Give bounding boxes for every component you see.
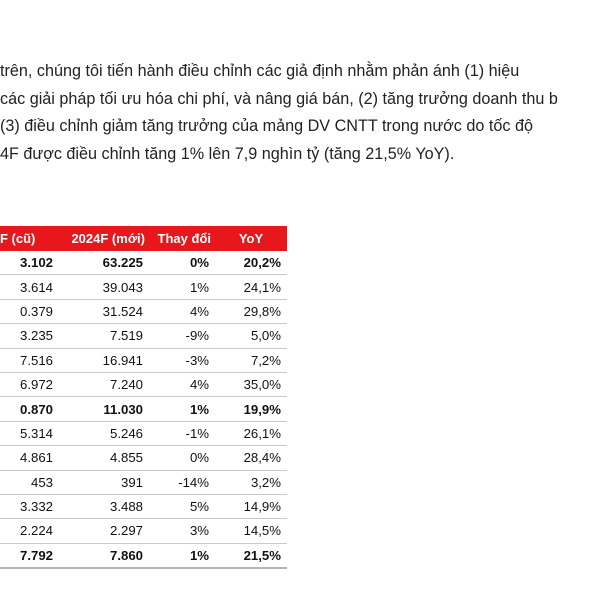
cell-new-value: 3.488 <box>63 494 149 518</box>
cell-change: -1% <box>149 421 215 445</box>
cell-change: 0% <box>149 446 215 470</box>
cell-new-value: 7.240 <box>63 372 149 396</box>
paragraph-line: (3) điều chỉnh giảm tăng trưởng của mảng DV CNTT trong nước do tốc độ <box>0 117 533 135</box>
cell-old-value: 5.314 <box>0 421 63 445</box>
cell-old-value: 7.516 <box>0 348 63 372</box>
cell-new-value: 31.524 <box>63 299 149 323</box>
cell-change: 3% <box>149 519 215 543</box>
table-row <box>0 543 287 568</box>
table-row <box>0 494 287 518</box>
cell-old-value: 7.792 <box>0 543 63 568</box>
cell-change: 0% <box>149 251 215 275</box>
paragraph-line: các giải pháp tối ưu hóa chi phí, và nâng giá bán, (2) tăng trưởng doanh thu b <box>0 89 558 108</box>
cell-yoy: 29,8% <box>215 299 287 323</box>
cell-new-value: 63.225 <box>63 251 149 275</box>
cell-change: 4% <box>149 372 215 396</box>
cell-yoy: 28,4% <box>215 446 287 470</box>
table-row <box>0 251 287 275</box>
cell-change: 4% <box>149 299 215 323</box>
table-body <box>0 251 287 568</box>
table-row <box>0 519 287 543</box>
cell-change: 1% <box>149 397 215 421</box>
cell-new-value: 16.941 <box>63 348 149 372</box>
cell-yoy: 26,1% <box>215 421 287 445</box>
cell-yoy: 24,1% <box>215 275 287 299</box>
cell-yoy: 14,9% <box>215 494 287 518</box>
cell-old-value: 453 <box>0 470 63 494</box>
cell-yoy: 3,2% <box>215 470 287 494</box>
paragraph-line: trên, chúng tôi tiến hành điều chỉnh các giả định nhằm phản ánh (1) hiệu <box>0 62 520 80</box>
cell-old-value: 6.972 <box>0 372 63 396</box>
cell-old-value: 3.235 <box>0 324 63 348</box>
cell-old-value: 3.102 <box>0 251 63 275</box>
paragraph-line: 4F được điều chỉnh tăng 1% lên 7,9 nghìn tỷ (tăng 21,5% YoY). <box>0 144 455 163</box>
table-row <box>0 397 287 421</box>
cell-new-value: 2.297 <box>63 519 149 543</box>
cell-change: 1% <box>149 543 215 568</box>
table-row <box>0 372 287 396</box>
cell-yoy: 20,2% <box>215 251 287 275</box>
cell-yoy: 5,0% <box>215 324 287 348</box>
cell-change: 1% <box>149 275 215 299</box>
cell-new-value: 391 <box>63 470 149 494</box>
cell-change: -3% <box>149 348 215 372</box>
column-header-yoy: YoY <box>215 226 287 251</box>
cell-old-value: 3.332 <box>0 494 63 518</box>
cell-yoy: 35,0% <box>215 372 287 396</box>
cell-yoy: 14,5% <box>215 519 287 543</box>
cell-change: 5% <box>149 494 215 518</box>
cell-old-value: 0.870 <box>0 397 63 421</box>
table-row <box>0 446 287 470</box>
table-row <box>0 275 287 299</box>
cell-old-value: 4.861 <box>0 446 63 470</box>
table-row <box>0 470 287 494</box>
cell-change: -14% <box>149 470 215 494</box>
cell-new-value: 4.855 <box>63 446 149 470</box>
cell-yoy: 7,2% <box>215 348 287 372</box>
cell-new-value: 7.860 <box>63 543 149 568</box>
column-header-old: F (cũ) <box>0 226 63 251</box>
table-row <box>0 348 287 372</box>
column-header-new: 2024F (mới) <box>63 226 149 251</box>
table-header-row <box>0 226 287 251</box>
cell-new-value: 11.030 <box>63 397 149 421</box>
cell-change: -9% <box>149 324 215 348</box>
table-row <box>0 421 287 445</box>
cell-old-value: 2.224 <box>0 519 63 543</box>
cell-new-value: 7.519 <box>63 324 149 348</box>
table-row <box>0 324 287 348</box>
column-header-change: Thay đổi <box>149 226 215 251</box>
forecast-table <box>0 226 287 569</box>
cell-yoy: 19,9% <box>215 397 287 421</box>
cell-old-value: 0.379 <box>0 299 63 323</box>
table-row <box>0 299 287 323</box>
cell-yoy: 21,5% <box>215 543 287 568</box>
cell-old-value: 3.614 <box>0 275 63 299</box>
body-paragraph <box>0 58 600 168</box>
cell-new-value: 5.246 <box>63 421 149 445</box>
cell-new-value: 39.043 <box>63 275 149 299</box>
forecast-table-container <box>0 226 287 569</box>
